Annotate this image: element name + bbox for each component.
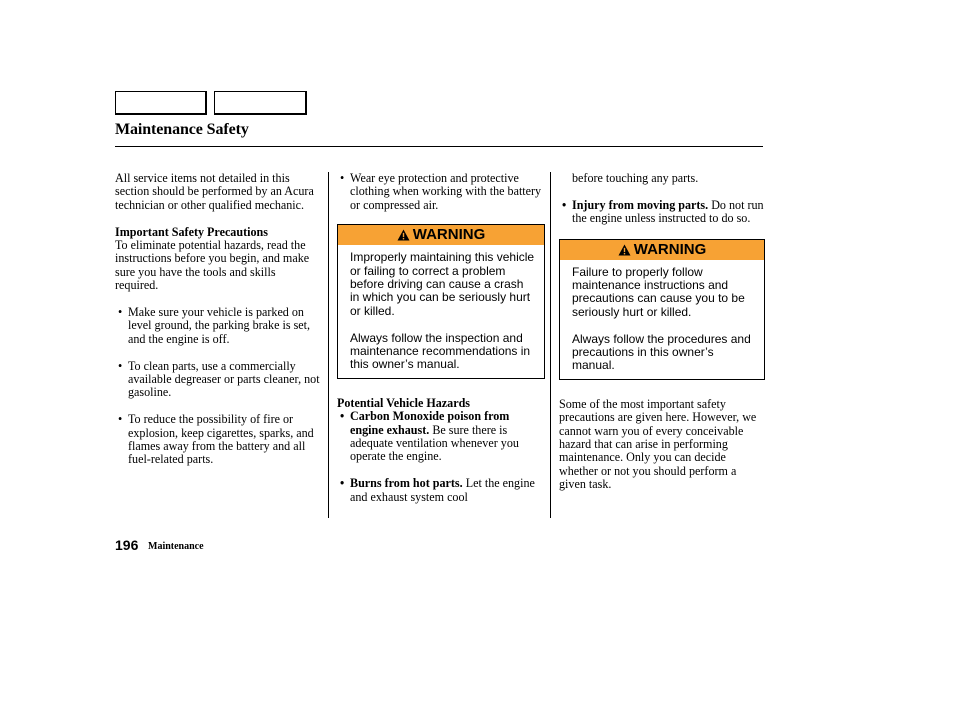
warning-triangle-icon — [618, 244, 631, 256]
bullet-dot: • — [118, 358, 123, 373]
page-title: Maintenance Safety — [115, 121, 249, 138]
warning-box — [559, 239, 765, 380]
list-item — [337, 410, 545, 464]
header-tab-box-right — [214, 91, 307, 115]
closing-text: Some of the most important safety precautions are given here. However, we cannot warn you of every conceivable hazard that can arise in performing maintenance. Only you can decide whether or not you should perform a given task. — [559, 396, 757, 492]
warning-body — [338, 245, 544, 378]
warning-text: Always follow the inspection and maintenance recommendations in this owner’s manual. — [350, 330, 531, 372]
list-item — [115, 413, 320, 467]
warning-box — [337, 224, 545, 379]
bullet-dot: • — [340, 171, 345, 185]
title-rule — [115, 146, 763, 147]
bullet-dot: • — [340, 476, 345, 491]
hazard-text: Let the engine and exhaust system cool — [350, 476, 535, 504]
hazard-text: Do not run the engine unless instructed to do so. — [572, 197, 764, 226]
list-item-text: To clean parts, use a commercially available degreaser or parts cleaner, not gasoline. — [128, 358, 320, 400]
warning-text: Always follow the procedures and precautions in this owner’s manual. — [572, 331, 751, 373]
bullet-dot: • — [118, 412, 123, 427]
hazards-heading: Potential Vehicle Hazards — [337, 395, 471, 410]
header-tab-box-left — [115, 91, 207, 115]
list-item — [337, 477, 545, 504]
hazard-text: Be sure there is adequate ventilation whenever you operate the engine. — [350, 422, 519, 464]
precautions-text: To eliminate potential hazards, read the instructions before you begin, and make sure you have the tools and skills required. — [115, 238, 310, 293]
warning-text: Failure to properly follow maintenance instructions and precautions can cause you to be seriously hurt or killed. — [572, 264, 745, 319]
column-2 — [337, 172, 545, 504]
column-1 — [115, 172, 320, 467]
precautions-heading: Important Safety Precautions — [115, 224, 268, 239]
warning-text: Improperly maintaining this vehicle or failing to correct a problem before driving can cause a crash in which you can be seriously hurt or killed. — [350, 250, 535, 318]
intro-text: All service items not detailed in this section should be performed by an Acura technician or other qualified mechanic. — [115, 171, 314, 212]
hazard-title: Burns from hot parts. — [350, 476, 463, 491]
warning-triangle-icon — [397, 229, 410, 241]
column-divider-2 — [550, 172, 551, 518]
list-item-text: Wear eye protection and protective clothing when working with the battery or compressed air. — [350, 171, 542, 212]
column-divider-1 — [328, 172, 329, 518]
list-item — [337, 172, 545, 212]
section-label: Maintenance — [148, 541, 204, 552]
page-number: 196 — [115, 537, 139, 553]
list-item — [559, 199, 765, 226]
warning-body — [560, 260, 764, 379]
bullet-dot: • — [340, 409, 345, 424]
warning-label: WARNING — [412, 226, 486, 244]
list-item — [115, 306, 320, 346]
bullet-dot: • — [118, 305, 123, 320]
hazard-title: Injury from moving parts. — [572, 197, 709, 212]
column-3 — [559, 172, 765, 492]
continued-text: before touching any parts. — [572, 171, 699, 185]
list-item-text: To reduce the possibility of fire or explosion, keep cigarettes, sparks, and flames away from the battery and all fuel-related parts. — [128, 412, 314, 467]
hazard-title: Carbon Monoxide poison from engine exhaust. — [350, 409, 510, 437]
list-item — [115, 360, 320, 400]
bullet-dot: • — [562, 197, 567, 212]
list-item-text: Make sure your vehicle is parked on level ground, the parking brake is set, and the engine is off. — [128, 305, 311, 346]
warning-label: WARNING — [633, 240, 707, 258]
warning-header — [560, 240, 764, 260]
warning-header — [338, 225, 544, 245]
